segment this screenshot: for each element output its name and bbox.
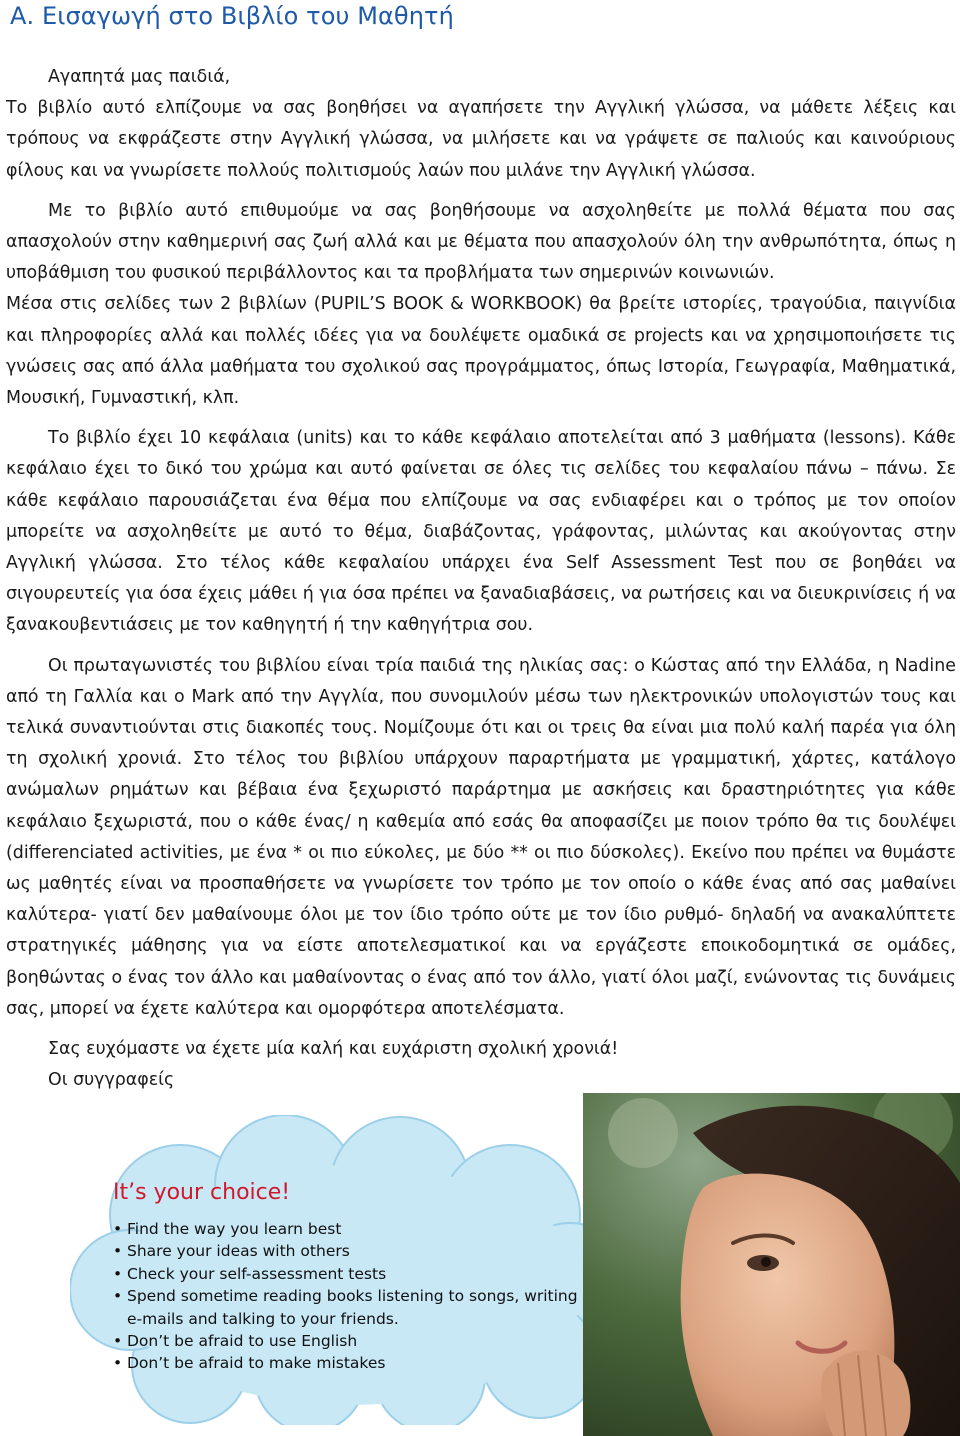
girl-photo bbox=[583, 1093, 960, 1436]
choice-title: It’s your choice! bbox=[113, 1180, 291, 1205]
paragraph-3: Μέσα στις σελίδες των 2 βιβλίων (PUPIL’S BOOK & WORKBOOK) θα βρείτε ιστορίες, τραγούδια, παιγνίδια και πληροφορίες αλλά και πολλές ιδέες για να δουλέψετε ομαδικά σε projects και να χρησιμοποιήσετε τις γνώσεις σας από άλλα μαθήματα του σχολικού σας προγράμματος, όπως Ιστορία, Γεωγραφία, Μαθηματικά, Μουσική, Γυμναστική, κλπ. bbox=[6, 294, 956, 409]
list-item: • Find the way you learn best bbox=[113, 1218, 583, 1240]
list-item: • Don’t be afraid to use English bbox=[113, 1330, 583, 1352]
list-item: • Spend sometime reading books listening to songs, writing e-mails and talking to your friends. bbox=[113, 1285, 583, 1330]
page-title: Α. Εισαγωγή στο Βιβλίο του Μαθητή bbox=[10, 2, 454, 30]
list-item: • Share your ideas with others bbox=[113, 1240, 583, 1262]
paragraph-4: Το βιβλίο έχει 10 κεφάλαια (units) και το κάθε κεφάλαιο αποτελείται από 3 μαθήματα (lessons). Κάθε κεφάλαιο έχει το δικό του χρώμα και αυτό φαίνεται σε όλες τις σελίδες του κεφαλαίου πάνω – πάνω. Σε κάθε κεφάλαιο παρουσιάζεται ένα θέμα που ελπίζουμε να σας ενδιαφέρει και ο τρόπος με τον οποίον μπορείτε να ασχοληθείτε με αυτό το θέμα, διαβάζοντας, γράφοντας, μιλώντας και ακούγοντας στην Αγγλική γλώσσα. Στο τέλος κάθε κεφαλαίου υπάρχει ένα Self Assessment Test που σε βοηθάει να σιγουρευτείς για όσα έχεις μάθει ή για όσα πρέπει να ξαναδιαβάσεις, να ρωτήσεις και να διευκρινίσεις ή να ξανακουβεντιάσεις με τον καθηγητή ή την καθηγήτρια σου. bbox=[6, 428, 956, 636]
list-item: • Check your self-assessment tests bbox=[113, 1263, 583, 1285]
greeting: Αγαπητά μας παιδιά, bbox=[48, 67, 231, 87]
intro-text bbox=[6, 62, 956, 1097]
wishes: Σας ευχόμαστε να έχετε μία καλή και ευχάριστη σχολική χρονιά! bbox=[48, 1039, 619, 1060]
paragraph-5: Οι πρωταγωνιστές του βιβλίου είναι τρία παιδιά της ηλικίας σας: ο Κώστας από την Ελλάδα, η Nadine από τη Γαλλία και ο Mark από την Αγγλία, που συνομιλούν μέσω των ηλεκτρονικών υπολογιστών τους και τελικά συναντιούνται στις διακοπές τους. Νομίζουμε ότι και οι τρεις θα είναι μια πολύ καλή παρέα για όλη τη σχολική χρονιά. Στο τέλος του βιβλίου υπάρχουν παραρτήματα με γραμματική, χάρτες, κατάλογο ανώμαλων ρημάτων και βέβαια ένα ξεχωριστό παράρτημα με ασκήσεις και δραστηριότητες για κάθε κεφάλαιο ξεχωριστά, που ο κάθε ένας/ η καθεμία από εσάς θα αποφασίζει με ποιον τρόπο θα τις δουλέψει (differenciated activities, με ένα * οι πιο εύκολες, με δύο ** οι πιο δύσκολες). Εκείνο που πρέπει να θυμάστε ως μαθητές είναι να προσπαθήσετε να γνωρίσετε τον τρόπο με τον οποίο ο κάθε ένας από σας μαθαίνει καλύτερα- γιατί δεν μαθαίνουμε όλοι με τον ίδιο τρόπο ούτε με τον ίδιο ρυθμό- δηλαδή να ανακαλύπτετε στρατηγικές μάθησης για να είστε αποτελεσματικοί και να εργάζεστε εποικοδομητικά σε ομάδες, βοηθώντας ο ένας τον άλλο και μαθαίνοντας ο ένας από τον άλλο, γιατί όλοι μαζί, ενώνοντας τις δυνάμεις σας, μπορεί να έχετε καλύτερα και ομορφότερα αποτελέσματα. bbox=[6, 655, 956, 1019]
signature: Οι συγγραφείς bbox=[48, 1070, 175, 1091]
list-item: • Don’t be afraid to make mistakes bbox=[113, 1352, 583, 1374]
choice-list bbox=[113, 1218, 583, 1375]
paragraph-2: Με το βιβλίο αυτό επιθυμούμε να σας βοηθήσουμε να ασχοληθείτε με πολλά θέματα που σας απασχολούν στην καθημερινή σας ζωή αλλά και με θέματα που απασχολούν όλη την ανθρωπότητα, όπως η υποβάθμιση του φυσικού περιβάλλοντος και τα προβλήματα των σημερινών κοινωνιών. bbox=[6, 200, 956, 284]
paragraph-1: Το βιβλίο αυτό ελπίζουμε να σας βοηθήσει να αγαπήσετε την Αγγλική γλώσσα, να μάθετε λέξεις και τρόπους να εκφράζεστε στην Αγγλική γλώσσα, να μιλήσετε και να γράψετε σε παλιούς και καινούριους φίλους και να γνωρίσετε πολλούς πολιτισμούς λαών που μιλάνε την Αγγλική γλώσσα. bbox=[6, 98, 956, 181]
